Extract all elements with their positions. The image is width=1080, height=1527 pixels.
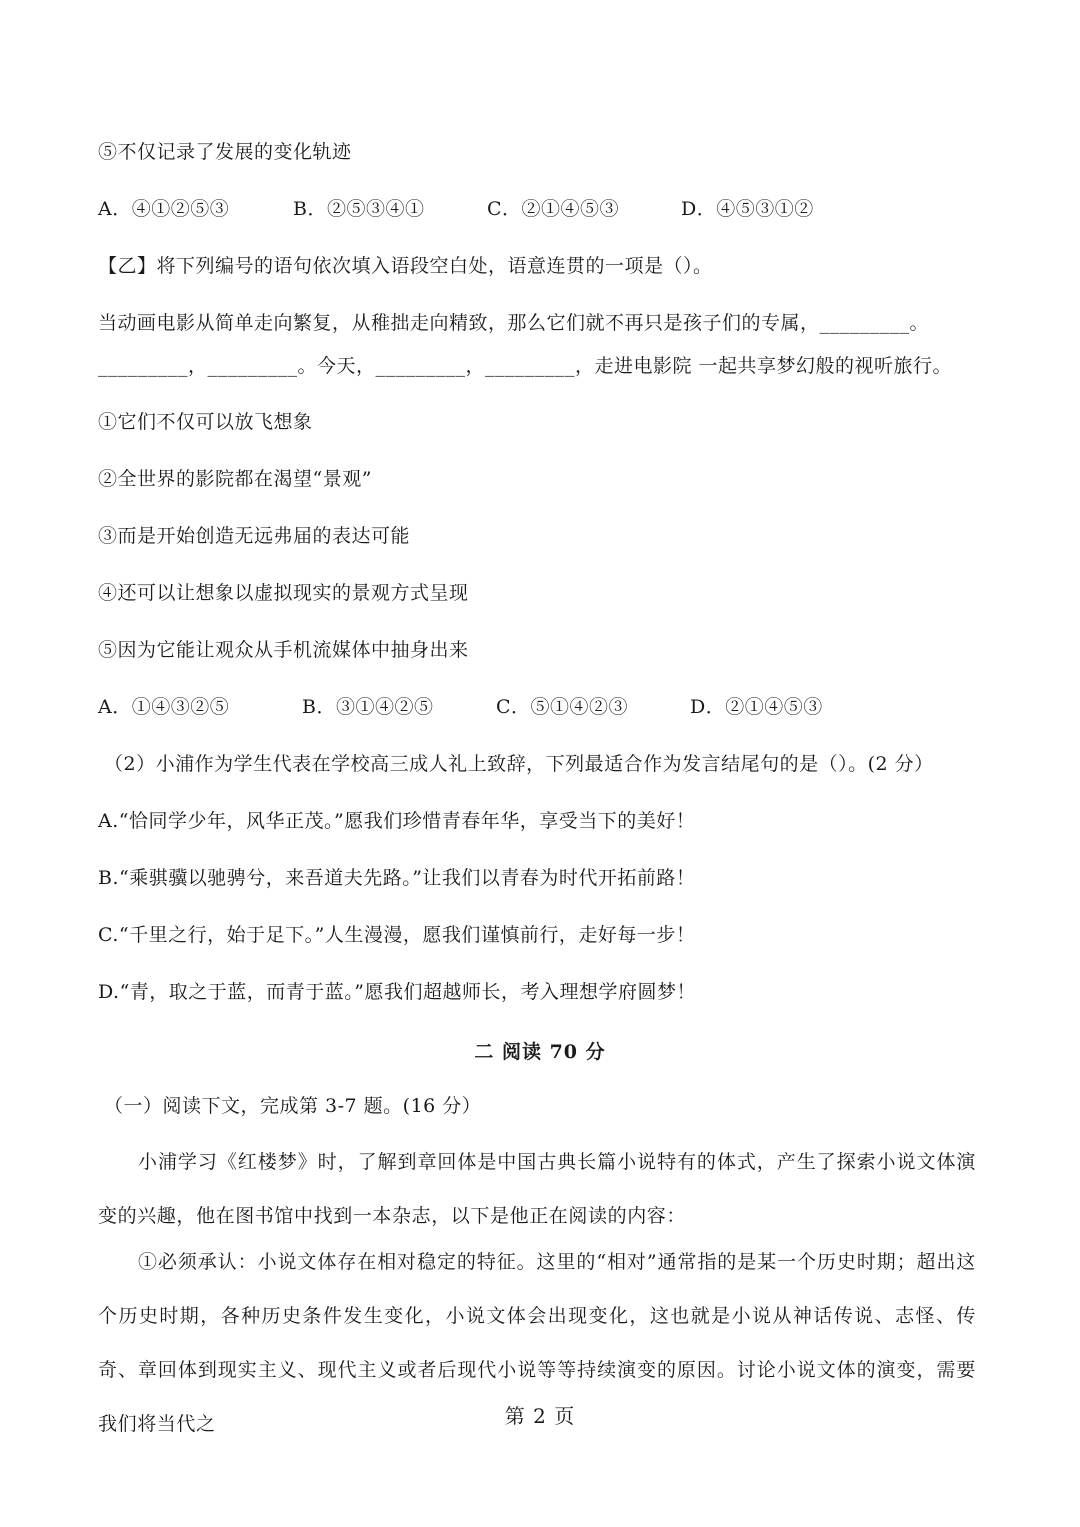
option-a: A．④①②⑤③ [98,198,230,220]
question-yi-passage-line-1: 当动画电影从简单走向繁复，从稚拙走向精致，那么它们就不再只是孩子们的专属，_________。 [98,312,930,334]
sentence-5: ⑤因为它能让观众从手机流媒体中抽身出来 [98,639,469,661]
option-c: C．②①④⑤③ [487,198,620,220]
option-b: B．③①④②⑤ [302,696,434,718]
section-title: 二 阅读 70 分 [474,1041,606,1063]
option-a: A．①④③②⑤ [98,696,230,718]
options-row-jia [98,197,980,221]
question-yi-passage-line-2: _________，_________。今天，_________，_________，走进电影院 一起共享梦幻般的视听旅行。 [98,355,953,377]
option-c: C．⑤①④②③ [496,696,629,718]
option-d: D．④⑤③①② [681,198,814,220]
question-2-prompt: （2）小浦作为学生代表在学校高三成人礼上致辞，下列最适合作为发言结尾句的是（）。(2 分） [104,753,934,775]
page-number: 第 2 页 [504,1404,576,1428]
question-2-option-b: B.“乘骐骥以驰骋兮，来吾道夫先路。”让我们以青春为时代开拓前路！ [98,867,696,889]
sentence-3: ③而是开始创造无远弗届的表达可能 [98,525,411,547]
option-b: B．②⑤③④① [293,198,425,220]
sentence-4: ④还可以让想象以虚拟现实的景观方式呈现 [98,582,469,604]
sentence-1: ①它们不仅可以放飞想象 [98,411,313,433]
sentence-item-5: ⑤不仅记录了发展的变化轨迹 [98,141,352,163]
sentence-2: ②全世界的影院都在渴望“景观” [98,468,372,490]
question-yi-prompt: 【乙】将下列编号的语句依次填入语段空白处，语意连贯的一项是（）。 [98,255,713,277]
intro-paragraph: 小浦学习《红楼梦》时，了解到章回体是中国古典长篇小说特有的体式，产生了探索小说文体演变的兴趣，他在图书馆中找到一本杂志，以下是他正在阅读的内容： [98,1151,976,1227]
question-2-option-d: D.“青，取之于蓝，而青于蓝。”愿我们超越师长，考入理想学府圆梦！ [98,981,697,1003]
section-subtitle: （一）阅读下文，完成第 3-7 题。(16 分） [104,1095,482,1117]
reading-paragraph-1: ①必须承认：小说文体存在相对稳定的特征。这里的“相对”通常指的是某一个历史时期；超出这个历史时期，各种历史条件发生变化，小说文体会出现变化，这也就是小说从神话传说、志怪、传奇、章回体到现实主义、现代主义或者后现代小说等等持续演变的原因。讨论小说文体的演变，需要我们将当代之 [98,1251,976,1435]
option-d: D．②①④⑤③ [690,696,823,718]
question-2-option-a: A.“恰同学少年，风华正茂。”愿我们珍惜青春年华，享受当下的美好！ [98,810,696,832]
options-row-yi [98,695,980,719]
question-2-option-c: C.“千里之行，始于足下。”人生漫漫，愿我们谨慎前行，走好每一步！ [98,924,696,946]
